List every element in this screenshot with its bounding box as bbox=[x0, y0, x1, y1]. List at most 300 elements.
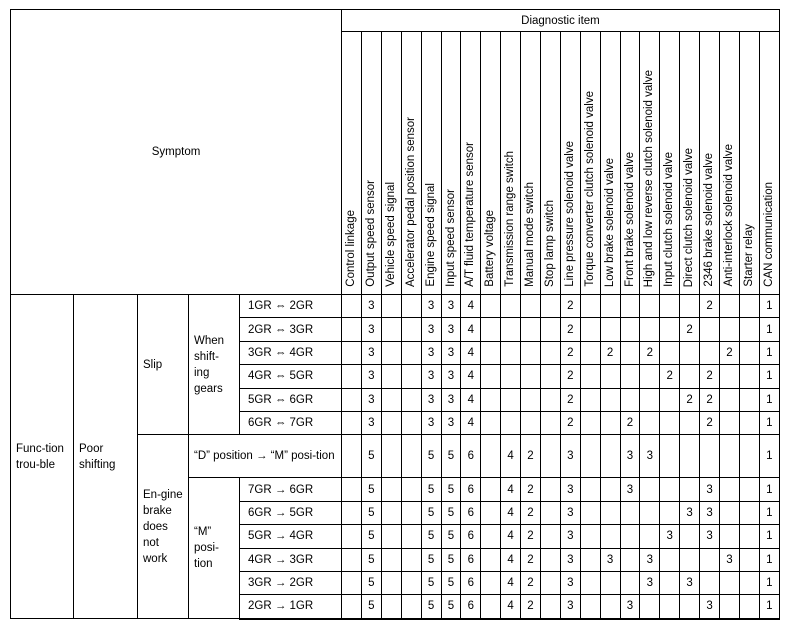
value-cell bbox=[580, 435, 600, 478]
value-cell: 6 bbox=[461, 478, 481, 501]
value-cell: 5 bbox=[361, 571, 381, 594]
value-cell: 2 bbox=[700, 411, 720, 434]
diagnostic-table bbox=[10, 9, 780, 620]
row-label: 6GR → 5GR bbox=[240, 501, 342, 524]
value-cell bbox=[401, 411, 421, 434]
value-cell bbox=[680, 295, 700, 318]
column-header bbox=[461, 32, 481, 295]
value-cell bbox=[381, 478, 401, 501]
value-cell bbox=[719, 388, 739, 411]
column-header-label: Front brake solenoid valve bbox=[623, 152, 636, 287]
value-cell bbox=[600, 411, 620, 434]
value-cell: 3 bbox=[361, 411, 381, 434]
value-cell bbox=[342, 411, 362, 434]
value-cell: 3 bbox=[560, 435, 580, 478]
value-cell bbox=[381, 595, 401, 619]
value-cell bbox=[381, 571, 401, 594]
value-cell: 5 bbox=[421, 571, 441, 594]
value-cell: 1 bbox=[759, 318, 779, 341]
value-cell bbox=[540, 571, 560, 594]
value-cell bbox=[580, 411, 600, 434]
diagnostic-item-header: Diagnostic item bbox=[342, 10, 780, 32]
value-cell bbox=[620, 365, 640, 388]
value-cell: 1 bbox=[759, 365, 779, 388]
value-cell: 5 bbox=[441, 595, 461, 619]
row-label: 7GR → 6GR bbox=[240, 478, 342, 501]
value-cell: 3 bbox=[620, 435, 640, 478]
value-cell: 6 bbox=[461, 595, 481, 619]
value-cell: 5 bbox=[441, 435, 461, 478]
value-cell bbox=[342, 478, 362, 501]
value-cell: 3 bbox=[560, 571, 580, 594]
value-cell bbox=[600, 435, 620, 478]
value-cell bbox=[660, 595, 680, 619]
value-cell bbox=[640, 525, 660, 548]
table-row bbox=[11, 295, 780, 318]
row-label: 5GR → 4GR bbox=[240, 525, 342, 548]
value-cell bbox=[580, 295, 600, 318]
row-label: 4GR ⇔ 5GR bbox=[240, 365, 342, 388]
column-header-label: Stop lamp switch bbox=[543, 200, 556, 287]
value-cell bbox=[620, 295, 640, 318]
value-cell bbox=[700, 571, 720, 594]
value-cell bbox=[381, 388, 401, 411]
column-header-label: Low brake solenoid valve bbox=[603, 157, 616, 287]
value-cell bbox=[381, 318, 401, 341]
row-label: 5GR ⇔ 6GR bbox=[240, 388, 342, 411]
value-cell: 2 bbox=[521, 478, 541, 501]
column-header bbox=[620, 32, 640, 295]
column-header-label: Control linkage bbox=[345, 210, 358, 287]
value-cell: 3 bbox=[560, 478, 580, 501]
symptom-header: Symptom bbox=[11, 10, 342, 295]
value-cell bbox=[620, 388, 640, 411]
value-cell: 3 bbox=[640, 548, 660, 571]
value-cell bbox=[719, 318, 739, 341]
value-cell bbox=[540, 365, 560, 388]
value-cell: 2 bbox=[560, 388, 580, 411]
value-cell bbox=[739, 571, 759, 594]
value-cell bbox=[401, 388, 421, 411]
value-cell bbox=[381, 435, 401, 478]
value-cell bbox=[620, 525, 640, 548]
value-cell: 2 bbox=[521, 571, 541, 594]
value-cell bbox=[660, 435, 680, 478]
symptom-function-trouble: Func-tion trou-ble bbox=[11, 295, 74, 619]
value-cell: 5 bbox=[441, 478, 461, 501]
value-cell bbox=[342, 318, 362, 341]
value-cell bbox=[660, 388, 680, 411]
value-cell: 3 bbox=[680, 571, 700, 594]
value-cell: 3 bbox=[441, 318, 461, 341]
column-header bbox=[759, 32, 779, 295]
value-cell bbox=[521, 318, 541, 341]
value-cell: 3 bbox=[700, 478, 720, 501]
value-cell bbox=[580, 571, 600, 594]
value-cell: 4 bbox=[461, 318, 481, 341]
value-cell bbox=[600, 525, 620, 548]
value-cell bbox=[640, 295, 660, 318]
value-cell bbox=[640, 318, 660, 341]
value-cell: 4 bbox=[461, 341, 481, 364]
value-cell bbox=[680, 435, 700, 478]
value-cell: 1 bbox=[759, 388, 779, 411]
value-cell: 5 bbox=[441, 548, 461, 571]
value-cell bbox=[481, 501, 501, 524]
value-cell: 2 bbox=[700, 295, 720, 318]
value-cell: 3 bbox=[421, 411, 441, 434]
column-header bbox=[441, 32, 461, 295]
value-cell bbox=[401, 435, 421, 478]
value-cell bbox=[540, 341, 560, 364]
value-cell bbox=[481, 341, 501, 364]
value-cell: 1 bbox=[759, 548, 779, 571]
value-cell: 3 bbox=[660, 525, 680, 548]
value-cell bbox=[540, 388, 560, 411]
value-cell bbox=[521, 341, 541, 364]
value-cell bbox=[401, 295, 421, 318]
column-header bbox=[361, 32, 381, 295]
value-cell bbox=[521, 388, 541, 411]
value-cell bbox=[739, 478, 759, 501]
value-cell bbox=[660, 295, 680, 318]
value-cell bbox=[521, 295, 541, 318]
value-cell bbox=[481, 525, 501, 548]
column-header-label: CAN communication bbox=[762, 182, 775, 287]
value-cell: 4 bbox=[461, 411, 481, 434]
value-cell bbox=[481, 548, 501, 571]
value-cell bbox=[700, 435, 720, 478]
value-cell bbox=[600, 595, 620, 619]
value-cell: 4 bbox=[461, 388, 481, 411]
value-cell: 3 bbox=[361, 295, 381, 318]
value-cell: 3 bbox=[421, 295, 441, 318]
value-cell bbox=[719, 571, 739, 594]
value-cell: 6 bbox=[461, 435, 481, 478]
column-header bbox=[342, 32, 362, 295]
value-cell bbox=[739, 435, 759, 478]
value-cell: 3 bbox=[620, 478, 640, 501]
value-cell bbox=[381, 295, 401, 318]
column-header bbox=[540, 32, 560, 295]
column-header bbox=[501, 32, 521, 295]
column-header-label: Input speed sensor bbox=[444, 189, 457, 287]
value-cell bbox=[600, 388, 620, 411]
value-cell: 3 bbox=[560, 501, 580, 524]
value-cell bbox=[739, 388, 759, 411]
value-cell: 3 bbox=[719, 548, 739, 571]
value-cell bbox=[342, 341, 362, 364]
value-cell bbox=[739, 525, 759, 548]
value-cell: 1 bbox=[759, 411, 779, 434]
value-cell: 5 bbox=[361, 548, 381, 571]
column-header bbox=[521, 32, 541, 295]
column-header-label: 2346 brake solenoid valve bbox=[703, 153, 716, 287]
value-cell: 6 bbox=[461, 525, 481, 548]
row-label: 2GR → 1GR bbox=[240, 595, 342, 619]
value-cell bbox=[719, 478, 739, 501]
column-header bbox=[381, 32, 401, 295]
value-cell: 5 bbox=[421, 435, 441, 478]
value-cell bbox=[342, 365, 362, 388]
value-cell: 3 bbox=[361, 318, 381, 341]
value-cell: 1 bbox=[759, 341, 779, 364]
value-cell bbox=[540, 595, 560, 619]
column-header bbox=[739, 32, 759, 295]
value-cell bbox=[481, 595, 501, 619]
value-cell bbox=[501, 411, 521, 434]
column-header bbox=[560, 32, 580, 295]
value-cell bbox=[680, 478, 700, 501]
value-cell: 2 bbox=[700, 365, 720, 388]
value-cell: 2 bbox=[620, 411, 640, 434]
value-cell bbox=[719, 435, 739, 478]
value-cell bbox=[342, 295, 362, 318]
column-header-label: Anti-interlock solenoid valve bbox=[722, 144, 735, 287]
value-cell: 5 bbox=[421, 525, 441, 548]
value-cell bbox=[580, 341, 600, 364]
value-cell bbox=[640, 501, 660, 524]
value-cell bbox=[540, 548, 560, 571]
value-cell: 3 bbox=[700, 501, 720, 524]
value-cell bbox=[342, 435, 362, 478]
value-cell bbox=[401, 501, 421, 524]
value-cell bbox=[719, 365, 739, 388]
column-header-label: Starter relay bbox=[742, 224, 755, 287]
value-cell bbox=[540, 435, 560, 478]
value-cell bbox=[580, 365, 600, 388]
value-cell: 1 bbox=[759, 595, 779, 619]
value-cell: 3 bbox=[560, 548, 580, 571]
value-cell bbox=[540, 295, 560, 318]
value-cell: 3 bbox=[361, 341, 381, 364]
value-cell bbox=[600, 365, 620, 388]
value-cell bbox=[640, 388, 660, 411]
value-cell: 2 bbox=[521, 525, 541, 548]
value-cell: 3 bbox=[441, 365, 461, 388]
value-cell bbox=[660, 478, 680, 501]
column-header bbox=[401, 32, 421, 295]
value-cell bbox=[680, 595, 700, 619]
value-cell: 3 bbox=[441, 295, 461, 318]
value-cell bbox=[620, 571, 640, 594]
value-cell bbox=[342, 571, 362, 594]
column-header bbox=[700, 32, 720, 295]
column-header-label: Line pressure solenoid valve bbox=[563, 141, 576, 287]
value-cell bbox=[342, 525, 362, 548]
value-cell: 3 bbox=[620, 595, 640, 619]
column-header-label: Manual mode switch bbox=[524, 182, 537, 287]
value-cell: 2 bbox=[521, 595, 541, 619]
value-cell bbox=[620, 501, 640, 524]
value-cell bbox=[342, 501, 362, 524]
value-cell: 4 bbox=[501, 478, 521, 501]
value-cell bbox=[580, 318, 600, 341]
column-header bbox=[580, 32, 600, 295]
row-label: 2GR ⇔ 3GR bbox=[240, 318, 342, 341]
column-header bbox=[421, 32, 441, 295]
column-header-label: Direct clutch solenoid valve bbox=[683, 147, 696, 287]
value-cell: 5 bbox=[361, 478, 381, 501]
value-cell: 3 bbox=[700, 525, 720, 548]
column-header bbox=[680, 32, 700, 295]
value-cell: 1 bbox=[759, 501, 779, 524]
value-cell bbox=[540, 318, 560, 341]
column-header bbox=[600, 32, 620, 295]
symptom-when-shifting-gears: When shift-ing gears bbox=[189, 295, 240, 435]
row-label: 6GR ⇔ 7GR bbox=[240, 411, 342, 434]
column-header-label: Output speed sensor bbox=[364, 180, 377, 287]
value-cell bbox=[481, 411, 501, 434]
value-cell bbox=[640, 365, 660, 388]
column-header bbox=[481, 32, 501, 295]
column-header bbox=[660, 32, 680, 295]
value-cell bbox=[501, 365, 521, 388]
value-cell bbox=[600, 478, 620, 501]
column-header-label: Battery voltage bbox=[484, 210, 497, 287]
value-cell: 4 bbox=[501, 548, 521, 571]
value-cell: 2 bbox=[719, 341, 739, 364]
value-cell: 2 bbox=[660, 365, 680, 388]
value-cell: 3 bbox=[600, 548, 620, 571]
value-cell bbox=[401, 365, 421, 388]
value-cell bbox=[540, 411, 560, 434]
value-cell bbox=[600, 571, 620, 594]
value-cell bbox=[739, 365, 759, 388]
value-cell: 3 bbox=[441, 411, 461, 434]
value-cell: 3 bbox=[421, 341, 441, 364]
value-cell: 2 bbox=[680, 318, 700, 341]
value-cell: 1 bbox=[759, 478, 779, 501]
value-cell bbox=[580, 548, 600, 571]
value-cell bbox=[660, 318, 680, 341]
value-cell: 5 bbox=[441, 525, 461, 548]
value-cell bbox=[501, 318, 521, 341]
value-cell bbox=[700, 341, 720, 364]
value-cell bbox=[481, 365, 501, 388]
column-header-label: Torque converter clutch solenoid valve bbox=[583, 91, 596, 287]
value-cell bbox=[640, 411, 660, 434]
value-cell bbox=[620, 548, 640, 571]
value-cell bbox=[401, 478, 421, 501]
value-cell: 3 bbox=[640, 435, 660, 478]
value-cell: 2 bbox=[521, 501, 541, 524]
value-cell bbox=[342, 595, 362, 619]
value-cell bbox=[719, 595, 739, 619]
value-cell: 5 bbox=[361, 525, 381, 548]
value-cell: 5 bbox=[421, 595, 441, 619]
value-cell bbox=[739, 341, 759, 364]
value-cell bbox=[540, 478, 560, 501]
value-cell bbox=[342, 548, 362, 571]
table-body bbox=[11, 295, 780, 619]
value-cell bbox=[680, 525, 700, 548]
value-cell: 3 bbox=[361, 388, 381, 411]
value-cell: 3 bbox=[361, 365, 381, 388]
value-cell: 5 bbox=[421, 548, 441, 571]
value-cell bbox=[540, 501, 560, 524]
row-label: 3GR → 2GR bbox=[240, 571, 342, 594]
value-cell: 3 bbox=[640, 571, 660, 594]
value-cell bbox=[620, 318, 640, 341]
value-cell bbox=[381, 411, 401, 434]
value-cell: 2 bbox=[640, 341, 660, 364]
column-header-label: Input clutch solenoid valve bbox=[663, 152, 676, 287]
column-header-label: High and low reverse clutch solenoid valve bbox=[643, 69, 656, 287]
value-cell bbox=[680, 365, 700, 388]
value-cell bbox=[521, 365, 541, 388]
value-cell bbox=[501, 295, 521, 318]
value-cell: 3 bbox=[441, 388, 461, 411]
value-cell bbox=[640, 595, 660, 619]
value-cell bbox=[580, 595, 600, 619]
value-cell bbox=[680, 341, 700, 364]
column-header-label: Engine speed signal bbox=[424, 183, 437, 287]
value-cell bbox=[719, 501, 739, 524]
value-cell: 2 bbox=[700, 388, 720, 411]
value-cell: 1 bbox=[759, 295, 779, 318]
value-cell bbox=[401, 595, 421, 619]
value-cell bbox=[381, 548, 401, 571]
column-header bbox=[719, 32, 739, 295]
value-cell bbox=[580, 388, 600, 411]
value-cell: 3 bbox=[421, 365, 441, 388]
value-cell: 5 bbox=[361, 501, 381, 524]
value-cell: 2 bbox=[680, 388, 700, 411]
value-cell: 5 bbox=[361, 435, 381, 478]
value-cell bbox=[620, 341, 640, 364]
value-cell: 2 bbox=[600, 341, 620, 364]
value-cell: 4 bbox=[461, 365, 481, 388]
value-cell: 1 bbox=[759, 571, 779, 594]
symptom-poor-shifting: Poor shifting bbox=[74, 295, 138, 619]
value-cell bbox=[540, 525, 560, 548]
value-cell bbox=[640, 478, 660, 501]
value-cell: 4 bbox=[501, 525, 521, 548]
value-cell bbox=[481, 571, 501, 594]
value-cell: 3 bbox=[560, 595, 580, 619]
value-cell: 5 bbox=[441, 571, 461, 594]
value-cell: 5 bbox=[421, 478, 441, 501]
value-cell bbox=[580, 478, 600, 501]
value-cell bbox=[381, 501, 401, 524]
value-cell: 6 bbox=[461, 501, 481, 524]
value-cell bbox=[401, 318, 421, 341]
symptom-engine-brake: En-gine brake does not work bbox=[138, 435, 189, 619]
value-cell: 4 bbox=[461, 295, 481, 318]
value-cell bbox=[719, 525, 739, 548]
value-cell bbox=[660, 411, 680, 434]
value-cell bbox=[501, 388, 521, 411]
value-cell: 2 bbox=[521, 548, 541, 571]
value-cell bbox=[739, 501, 759, 524]
symptom-slip: Slip bbox=[138, 295, 189, 435]
value-cell: 1 bbox=[759, 525, 779, 548]
value-cell: 3 bbox=[421, 318, 441, 341]
value-cell bbox=[481, 478, 501, 501]
value-cell: 3 bbox=[421, 388, 441, 411]
value-cell bbox=[600, 295, 620, 318]
value-cell bbox=[342, 388, 362, 411]
value-cell bbox=[401, 525, 421, 548]
value-cell bbox=[521, 411, 541, 434]
value-cell bbox=[481, 388, 501, 411]
value-cell: 1 bbox=[759, 435, 779, 478]
value-cell: 2 bbox=[560, 341, 580, 364]
value-cell bbox=[739, 411, 759, 434]
value-cell: 3 bbox=[700, 595, 720, 619]
value-cell: 4 bbox=[501, 571, 521, 594]
